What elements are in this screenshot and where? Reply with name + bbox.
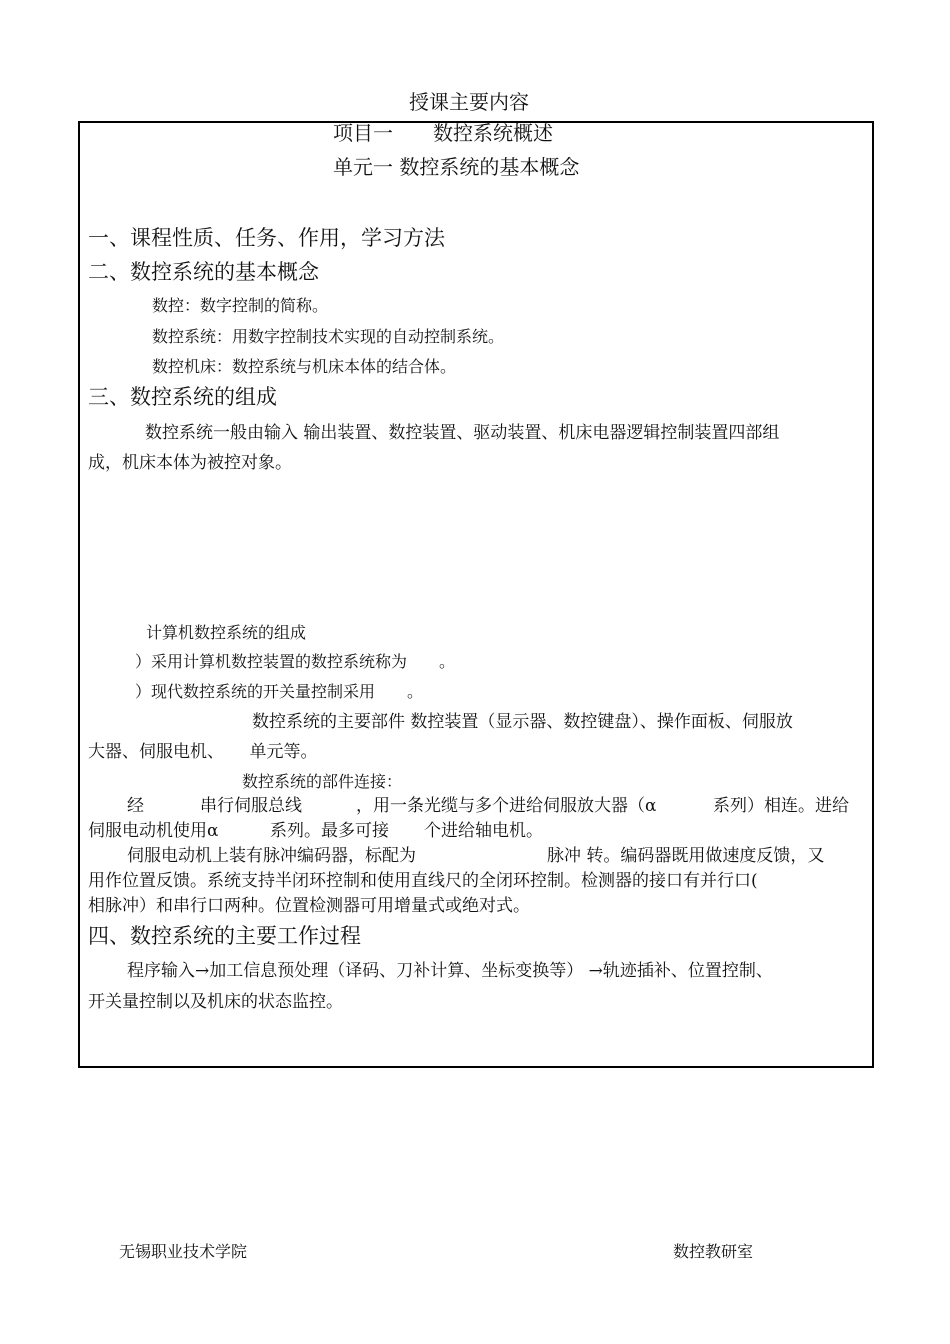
connection-line-1-part-a: 经: [127, 796, 144, 816]
connection-line-1-part-b: 串行伺服总线: [200, 796, 302, 816]
connection-line-2-part-a: 伺服电动机使用α: [88, 821, 219, 841]
page-header-title: 授课主要内容: [409, 90, 529, 114]
encoder-line-2: 用作位置反馈。系统支持半闭环控制和使用直线尺的全闭环控制。检测器的接口有并行口(: [88, 871, 758, 891]
main-parts-line-1: 数控系统的主要部件 数控装置（显示器、数控键盘）、操作面板、伺服放: [252, 712, 793, 732]
workflow-line-1: 程序输入→加工信息预处理（译码、刀补计算、坐标变换等） →轨迹插补、位置控制、: [127, 961, 773, 981]
composition-paragraph-line-1: 数控系统一般由输入 输出装置、数控装置、驱动装置、机床电器逻辑控制装置四部组: [145, 423, 780, 443]
section-1-heading: 一、课程性质、任务、作用，学习方法: [88, 226, 445, 250]
footer-department: 数控教研室: [673, 1242, 754, 1261]
cnc-composition-subheading: 计算机数控系统的组成: [146, 623, 307, 642]
main-parts-line-2: 大器、伺服电机、 单元等。: [88, 742, 318, 762]
footer-institution: 无锡职业技术学院: [119, 1242, 248, 1261]
section-4-heading: 四、数控系统的主要工作过程: [88, 924, 361, 948]
section-2-heading: 二、数控系统的基本概念: [88, 260, 319, 284]
connection-heading: 数控系统的部件连接：: [242, 772, 403, 791]
definition-nc-system: 数控系统：用数字控制技术实现的自动控制系统。: [152, 327, 505, 346]
connection-line-1-part-c: ，用一条光缆与多个进给伺服放大器（α: [356, 796, 657, 816]
cnc-note-2: ）现代数控系统的开关量控制采用 。: [135, 682, 424, 701]
encoder-line-3: 相脉冲）和串行口两种。位置检测器可用增量式或绝对式。: [88, 896, 530, 916]
unit-title: 单元一 数控系统的基本概念: [333, 155, 580, 179]
connection-line-1-part-d: 系列）相连。进给: [713, 796, 849, 816]
connection-line-2-part-c: 个进给轴电机。: [424, 821, 543, 841]
project-title: 项目一 数控系统概述: [333, 121, 553, 145]
section-3-heading: 三、数控系统的组成: [88, 385, 277, 409]
composition-paragraph-line-2: 成，机床本体为被控对象。: [88, 453, 292, 473]
definition-nc-machine: 数控机床：数控系统与机床本体的结合体。: [152, 357, 457, 376]
definition-nc: 数控：数字控制的简称。: [152, 296, 329, 315]
cnc-note-1: ）采用计算机数控装置的数控系统称为 。: [135, 652, 456, 671]
encoder-line-1-part-b: 脉冲 转。编码器既用做速度反馈，又: [547, 846, 825, 866]
workflow-line-2: 开关量控制以及机床的状态监控。: [88, 992, 343, 1012]
connection-line-2-part-b: 系列。最多可接: [270, 821, 389, 841]
encoder-line-1-part-a: 伺服电动机上装有脉冲编码器，标配为: [127, 846, 416, 866]
